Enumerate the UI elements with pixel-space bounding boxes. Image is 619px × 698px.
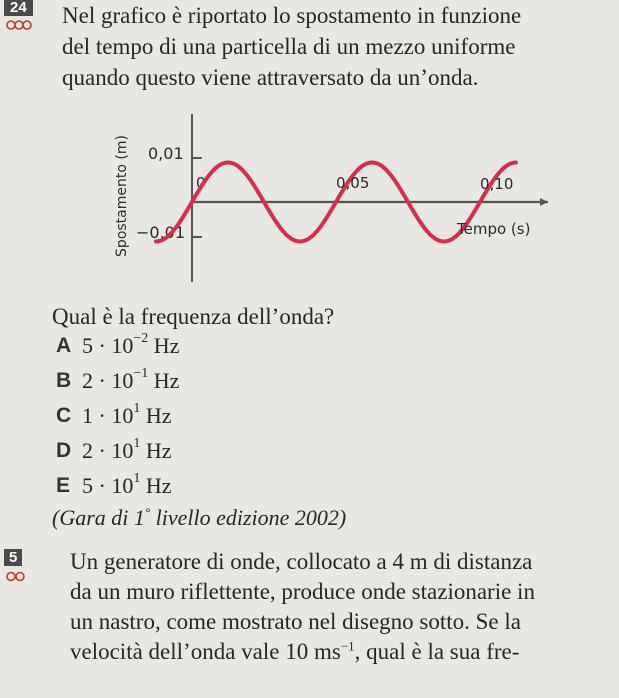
- problem-text-line: un nastro, come mostrato nel disegno sotto. Se la: [70, 609, 521, 634]
- option-value: $5 \cdot 10^1$ Hz: [82, 471, 172, 498]
- problem-number: 24: [4, 0, 33, 16]
- problem-text-line: del tempo di una particella di un mezzo uniforme: [62, 34, 516, 59]
- y-axis-label: Spostamento (m): [114, 135, 130, 257]
- difficulty-icon: [6, 18, 32, 32]
- option-e[interactable]: [56, 468, 179, 503]
- origin-label: 0: [196, 174, 206, 192]
- answer-options: [56, 328, 179, 503]
- option-letter: E: [56, 473, 71, 497]
- option-letter: A: [56, 333, 72, 357]
- problem-number-next: 5: [4, 549, 22, 566]
- question-text: Qual è la frequenza dell’onda?: [52, 304, 335, 329]
- option-letter: D: [56, 438, 72, 462]
- option-d[interactable]: [56, 433, 179, 468]
- option-value: $2 \cdot 10^1$ Hz: [82, 436, 172, 463]
- displacement-time-graph: [100, 110, 560, 290]
- problem-text-line: da un muro riflettente, produce onde stazionarie in: [70, 579, 535, 604]
- next-problem-text: [70, 547, 615, 667]
- option-c[interactable]: [56, 398, 179, 433]
- problem-text-line: Nel grafico è riportato lo spostamento in funzione: [62, 3, 522, 28]
- option-letter: B: [56, 368, 72, 392]
- y-tick-label-top: 0,01: [148, 144, 184, 163]
- y-tick-label-bottom: −0,01: [136, 223, 186, 242]
- x-label-010: 0,10: [480, 175, 514, 193]
- source-note: (Gara di 1° livello edizione 2002): [52, 504, 347, 530]
- problem-text-line: Un generatore di onde, collocato a 4 m di distanza: [70, 549, 533, 574]
- option-value: $5 \cdot 10^{-2}$ Hz: [82, 331, 180, 358]
- x-axis-arrow: [540, 198, 548, 206]
- option-a[interactable]: [56, 328, 179, 363]
- option-value: $1 \cdot 10^1$ Hz: [82, 401, 172, 428]
- option-letter: C: [56, 403, 72, 427]
- option-value: $2 \cdot 10^{-1}$ Hz: [82, 366, 180, 393]
- difficulty-icon: [6, 570, 26, 583]
- problem-text: [62, 0, 612, 93]
- problem-text-line: velocità dell’onda vale 10 $ms^{-1}$, qual è la sua fre-: [70, 638, 520, 664]
- option-b[interactable]: [56, 363, 179, 398]
- problem-text-line: quando questo viene attraversato da un’onda.: [62, 65, 479, 90]
- x-label-005: 0,05: [336, 174, 370, 192]
- x-axis-label: Tempo (s): [457, 220, 531, 238]
